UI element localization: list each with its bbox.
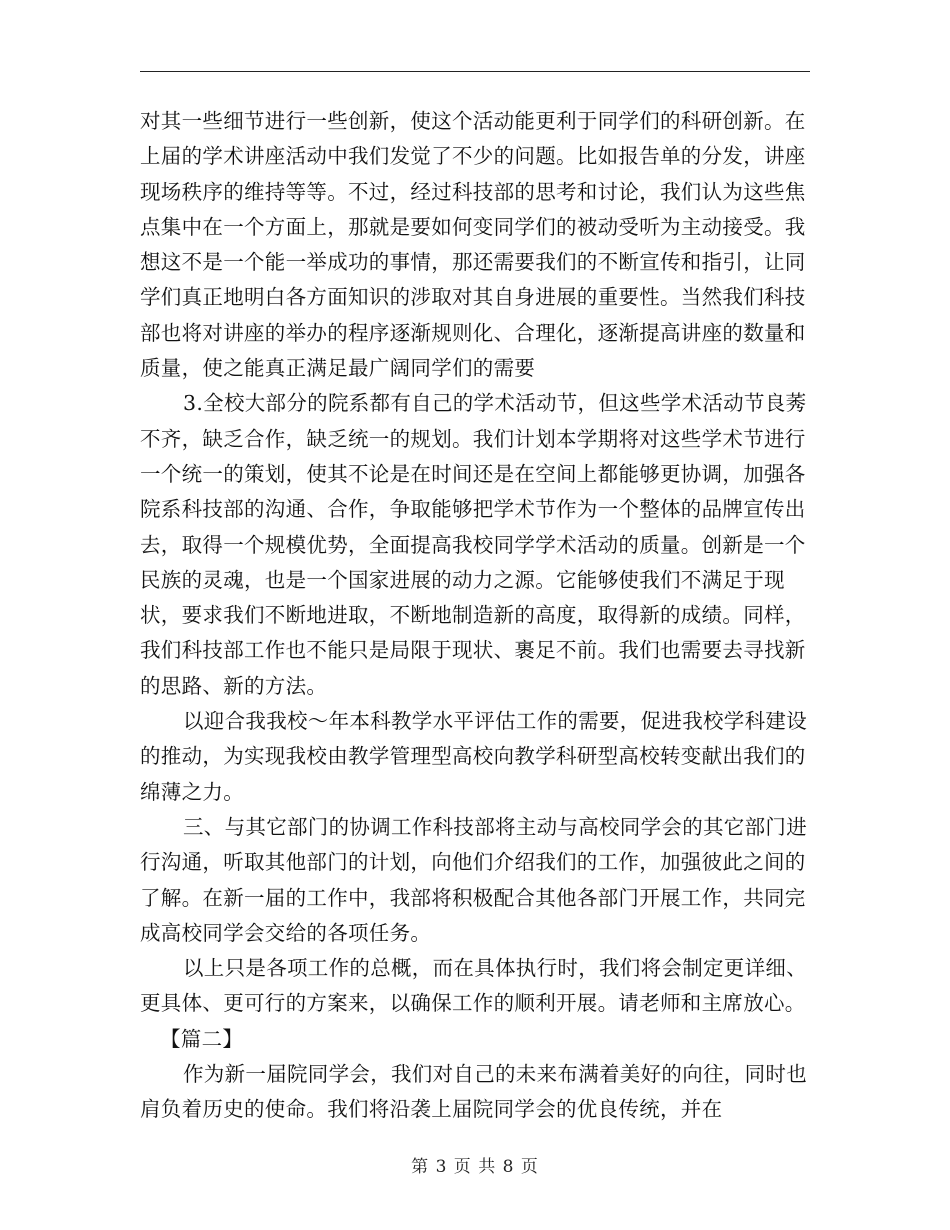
document-body [140, 104, 812, 1128]
paragraph-2: 3.全校大部分的院系都有自己的学术活动节，但这些学术活动节良莠不齐，缺乏合作，缺乏统一的规划。我们计划本学期将对这些学术节进行一个统一的策划，使其不论是在时间还是在空间上都能够更协调，加强各院系科技部的沟通、合作，争取能够把学术节作为一个整体的品牌宣传出去，取得一个规模优势，全面提高我校同学学术活动的质量。创新是一个民族的灵魂，也是一个国家进展的动力之源。它能够使我们不满足于现状，要求我们不断地进取，不断地制造新的高度，取得新的成绩。同样，我们科技部工作也不能只是局限于现状、裹足不前。我们也需要去寻找新的思路、新的方法。 [140, 391, 807, 698]
section-heading: 【篇二】 [160, 1026, 244, 1051]
paragraph-5: 以上只是各项工作的总概，而在具体执行时，我们将会制定更详细、更具体、更可行的方案来，以确保工作的顺利开展。请老师和主席放心。 [140, 956, 807, 1016]
header-rule [140, 71, 810, 72]
paragraph-6: 作为新一届院同学会，我们对自己的未来布满着美好的向往，同时也肩负着历史的使命。我们将沿袭上届院同学会的优良传统，并在 [140, 1062, 807, 1122]
paragraph-3: 以迎合我我校～年本科教学水平评估工作的需要，促进我校学科建设的推动，为实现我校由教学管理型高校向教学科研型高校转变献出我们的绵薄之力。 [140, 709, 807, 804]
page-footer: 第 3 页 共 8 页 [411, 1157, 539, 1177]
paragraph-4: 三、与其它部门的协调工作科技部将主动与高校同学会的其它部门进行沟通，听取其他部门的计划，向他们介绍我们的工作，加强彼此之间的了解。在新一届的工作中，我部将积极配合其他各部门开展工作，共同完成高校同学会交给的各项任务。 [140, 814, 807, 945]
paragraph-1: 对其一些细节进行一些创新，使这个活动能更利于同学们的科研创新。在上届的学术讲座活动中我们发觉了不少的问题。比如报告单的分发，讲座现场秩序的维持等等。不过，经过科技部的思考和讨论，我们认为这些焦点集中在一个方面上，那就是要如何变同学们的被动受听为主动接受。我想这不是一个能一举成功的事情，那还需要我们的不断宣传和指引，让同学们真正地明白各方面知识的涉取对其自身进展的重要性。当然我们科技部也将对讲座的举办的程序逐渐规则化、合理化，逐渐提高讲座的数量和质量，使之能真正满足最广阔同学们的需要 [140, 109, 806, 381]
